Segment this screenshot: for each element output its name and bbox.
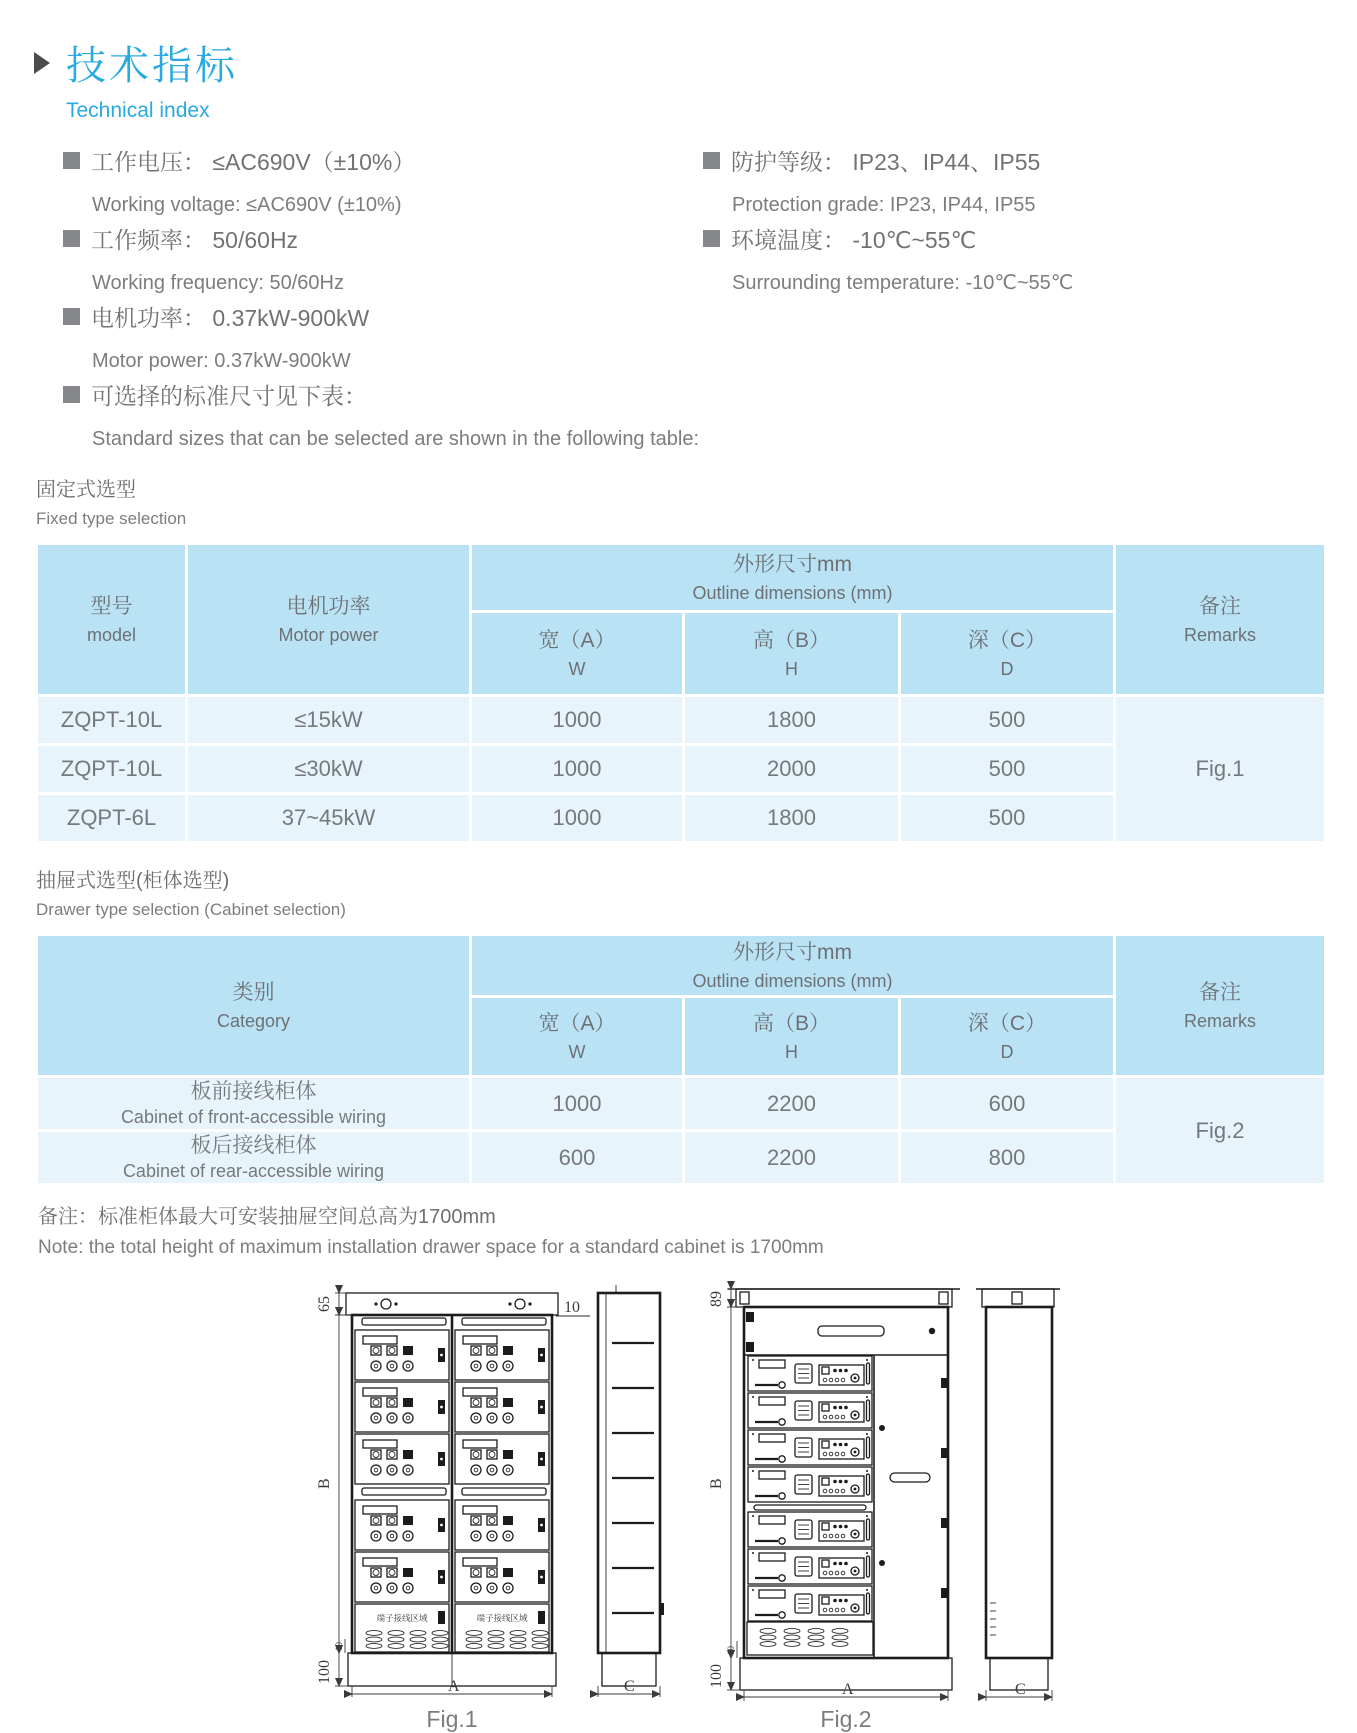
cell-height: 2000: [684, 745, 900, 794]
footnote-zh: 备注：标准柜体最大可安装抽屉空间总高为1700mm: [38, 1206, 496, 1228]
header-model-en: model: [86, 624, 137, 645]
fig2-dim-height: B: [708, 1478, 725, 1489]
col-header-depth: [900, 997, 1115, 1077]
cell-height: 1800: [684, 696, 900, 745]
sizes-note: [63, 381, 1357, 453]
category-zh: 板后接线柜体: [190, 1134, 317, 1157]
fig1-dim-top-right: 10: [564, 1299, 580, 1316]
fig1-dim-height: B: [316, 1478, 333, 1489]
header-dims-zh: 外形尺寸mm: [733, 552, 852, 576]
spec-list: [63, 147, 1357, 381]
col-header-outline-dims: [471, 544, 1115, 612]
cell-remarks: Fig.1: [1115, 696, 1326, 843]
fig1-drawing: 端子接线区域 65 B 10 100 A 10 C Fig.1: [298, 1263, 670, 1733]
header-power-en: Motor power: [278, 624, 379, 645]
fig2-dim-small: 10: [726, 1646, 736, 1655]
col-header-height: [684, 997, 900, 1077]
header-model-zh: 型号: [90, 594, 133, 618]
cell-height: 1800: [684, 794, 900, 843]
header-remarks-en: Remarks: [1183, 624, 1256, 645]
table1-section-zh: 固定式选型: [36, 479, 136, 501]
header-d-en: D: [1000, 1041, 1014, 1062]
cell-width: 1000: [471, 745, 684, 794]
table2-section-zh: 抽屉式选型(柜体选型): [36, 870, 230, 892]
cell-model: ZQPT-10L: [37, 745, 187, 794]
drawer-type-table: [35, 933, 1327, 1186]
spec-item: [703, 147, 1303, 177]
cell-width: 600: [471, 1131, 684, 1185]
header-dims-en: Outline dimensions (mm): [692, 970, 893, 991]
fig1-dim-small: 10: [334, 1642, 344, 1651]
spec-item: [63, 147, 703, 177]
fig1-dim-base: 100: [316, 1660, 333, 1684]
fig1-dim-width: A: [448, 1678, 460, 1695]
cell-model: ZQPT-10L: [37, 696, 187, 745]
fig1-caption: Fig.1: [426, 1706, 478, 1732]
spec-item: [63, 303, 703, 333]
header-w-en: W: [568, 658, 586, 679]
spec-column-left: [63, 147, 703, 381]
footnote-en: Note: the total height of maximum installation drawer space for a standard cabinet is 1700mm: [38, 1237, 824, 1258]
table-row: [37, 1077, 1326, 1131]
col-header-motor-power: [187, 544, 471, 696]
header-w-zh: 宽（A）: [538, 1011, 616, 1035]
spec-item: [63, 381, 1357, 411]
category-en: Cabinet of front-accessible wiring: [120, 1107, 387, 1127]
square-bullet-icon: [63, 308, 80, 325]
fixed-type-table: [35, 542, 1327, 844]
fig1-dim-depth: C: [624, 1678, 635, 1695]
header-dims-en: Outline dimensions (mm): [692, 582, 893, 603]
page-title: 技术指标: [66, 44, 238, 88]
sizes-note-en: Standard sizes that can be selected are shown in the following table:: [92, 428, 700, 450]
col-header-remarks: [1115, 935, 1326, 1077]
cell-width: 1000: [471, 794, 684, 843]
cell-depth: 800: [900, 1131, 1115, 1185]
spec-label-en: Motor power: 0.37kW-900kW: [92, 350, 351, 372]
header-h-zh: 高（B）: [752, 628, 830, 652]
fig1-front-view: [346, 1293, 558, 1686]
header-dims-zh: 外形尺寸mm: [733, 940, 852, 964]
cell-depth: 600: [900, 1077, 1115, 1131]
category-en: Cabinet of rear-accessible wiring: [122, 1161, 385, 1181]
cell-power: 37~45kW: [187, 794, 471, 843]
figures-row: [298, 1263, 1357, 1733]
col-header-width: [471, 612, 684, 696]
cell-category: [37, 1077, 471, 1131]
category-zh: 板前接线柜体: [190, 1080, 317, 1103]
fig2-side-view: [976, 1289, 1060, 1701]
cell-depth: 500: [900, 696, 1115, 745]
square-bullet-icon: [63, 230, 80, 247]
fig2-dim-top: 89: [708, 1291, 725, 1307]
square-bullet-icon: [63, 152, 80, 169]
fig2-front-view: [728, 1289, 960, 1690]
header-category-en: Category: [216, 1010, 291, 1031]
spec-label-zh: 工作电压： ≤AC690V（±10%）: [91, 149, 416, 175]
col-header-category: [37, 935, 471, 1077]
table-row: [37, 696, 1326, 745]
spec-column-right: [703, 147, 1303, 381]
col-header-height: [684, 612, 900, 696]
cell-depth: 500: [900, 745, 1115, 794]
col-header-remarks: [1115, 544, 1326, 696]
header-category-zh: 类别: [232, 980, 275, 1004]
table1-section-en: Fixed type selection: [36, 509, 187, 528]
spec-label-zh: 电机功率： 0.37kW-900kW: [91, 305, 370, 331]
header-h-en: H: [785, 1041, 798, 1062]
header-power-zh: 电机功率: [286, 594, 371, 618]
square-bullet-icon: [63, 386, 80, 403]
cell-power: ≤30kW: [187, 745, 471, 794]
fig2-drawing: [690, 1263, 1062, 1733]
col-header-model: [37, 544, 187, 696]
header-d-en: D: [1000, 658, 1014, 679]
header-remarks-zh: 备注: [1199, 594, 1241, 618]
spec-label-en: Protection grade: IP23, IP44, IP55: [732, 194, 1036, 216]
header-d-zh: 深（C）: [967, 628, 1047, 652]
square-bullet-icon: [703, 152, 720, 169]
header-h-en: H: [785, 658, 798, 679]
fig2-caption: Fig.2: [820, 1706, 872, 1732]
cell-power: ≤15kW: [187, 696, 471, 745]
sizes-note-zh: 可选择的标准尺寸见下表：: [91, 383, 367, 409]
header-w-en: W: [568, 1041, 586, 1062]
section-arrow-icon: [34, 52, 50, 74]
col-header-outline-dims: [471, 935, 1115, 997]
fig1-side-view: [598, 1285, 664, 1697]
cell-category: [37, 1131, 471, 1185]
fig2-dim-width: A: [842, 1681, 854, 1698]
square-bullet-icon: [703, 230, 720, 247]
fig1-dim-top: 65: [316, 1296, 333, 1312]
col-header-width: [471, 997, 684, 1077]
cell-width: 1000: [471, 1077, 684, 1131]
col-header-depth: [900, 612, 1115, 696]
header-remarks-en: Remarks: [1183, 1010, 1256, 1031]
header-d-zh: 深（C）: [967, 1011, 1047, 1035]
fig2-dim-depth: C: [1015, 1681, 1026, 1698]
spec-label-zh: 工作频率： 50/60Hz: [91, 227, 299, 253]
page-subtitle: Technical index: [66, 99, 210, 122]
header-h-zh: 高（B）: [752, 1011, 830, 1035]
table2-section-en: Drawer type selection (Cabinet selection): [36, 900, 346, 919]
spec-label-zh: 环境温度： -10℃~55℃: [731, 227, 977, 253]
spec-item: [63, 225, 703, 255]
cell-remarks: Fig.2: [1115, 1077, 1326, 1185]
cell-height: 2200: [684, 1077, 900, 1131]
spec-label-en: Working frequency: 50/60Hz: [92, 272, 344, 294]
spec-label-en: Working voltage: ≤AC690V (±10%): [92, 194, 402, 216]
cell-width: 1000: [471, 696, 684, 745]
cell-model: ZQPT-6L: [37, 794, 187, 843]
header-w-zh: 宽（A）: [538, 628, 616, 652]
spec-label-en: Surrounding temperature: -10℃~55℃: [732, 272, 1074, 294]
page-header: [0, 0, 1357, 91]
spec-label-zh: 防护等级： IP23、IP44、IP55: [731, 149, 1041, 175]
cell-depth: 500: [900, 794, 1115, 843]
fig2-dim-base: 100: [708, 1664, 725, 1688]
spec-item: [703, 225, 1303, 255]
header-remarks-zh: 备注: [1199, 980, 1241, 1004]
cell-height: 2200: [684, 1131, 900, 1185]
